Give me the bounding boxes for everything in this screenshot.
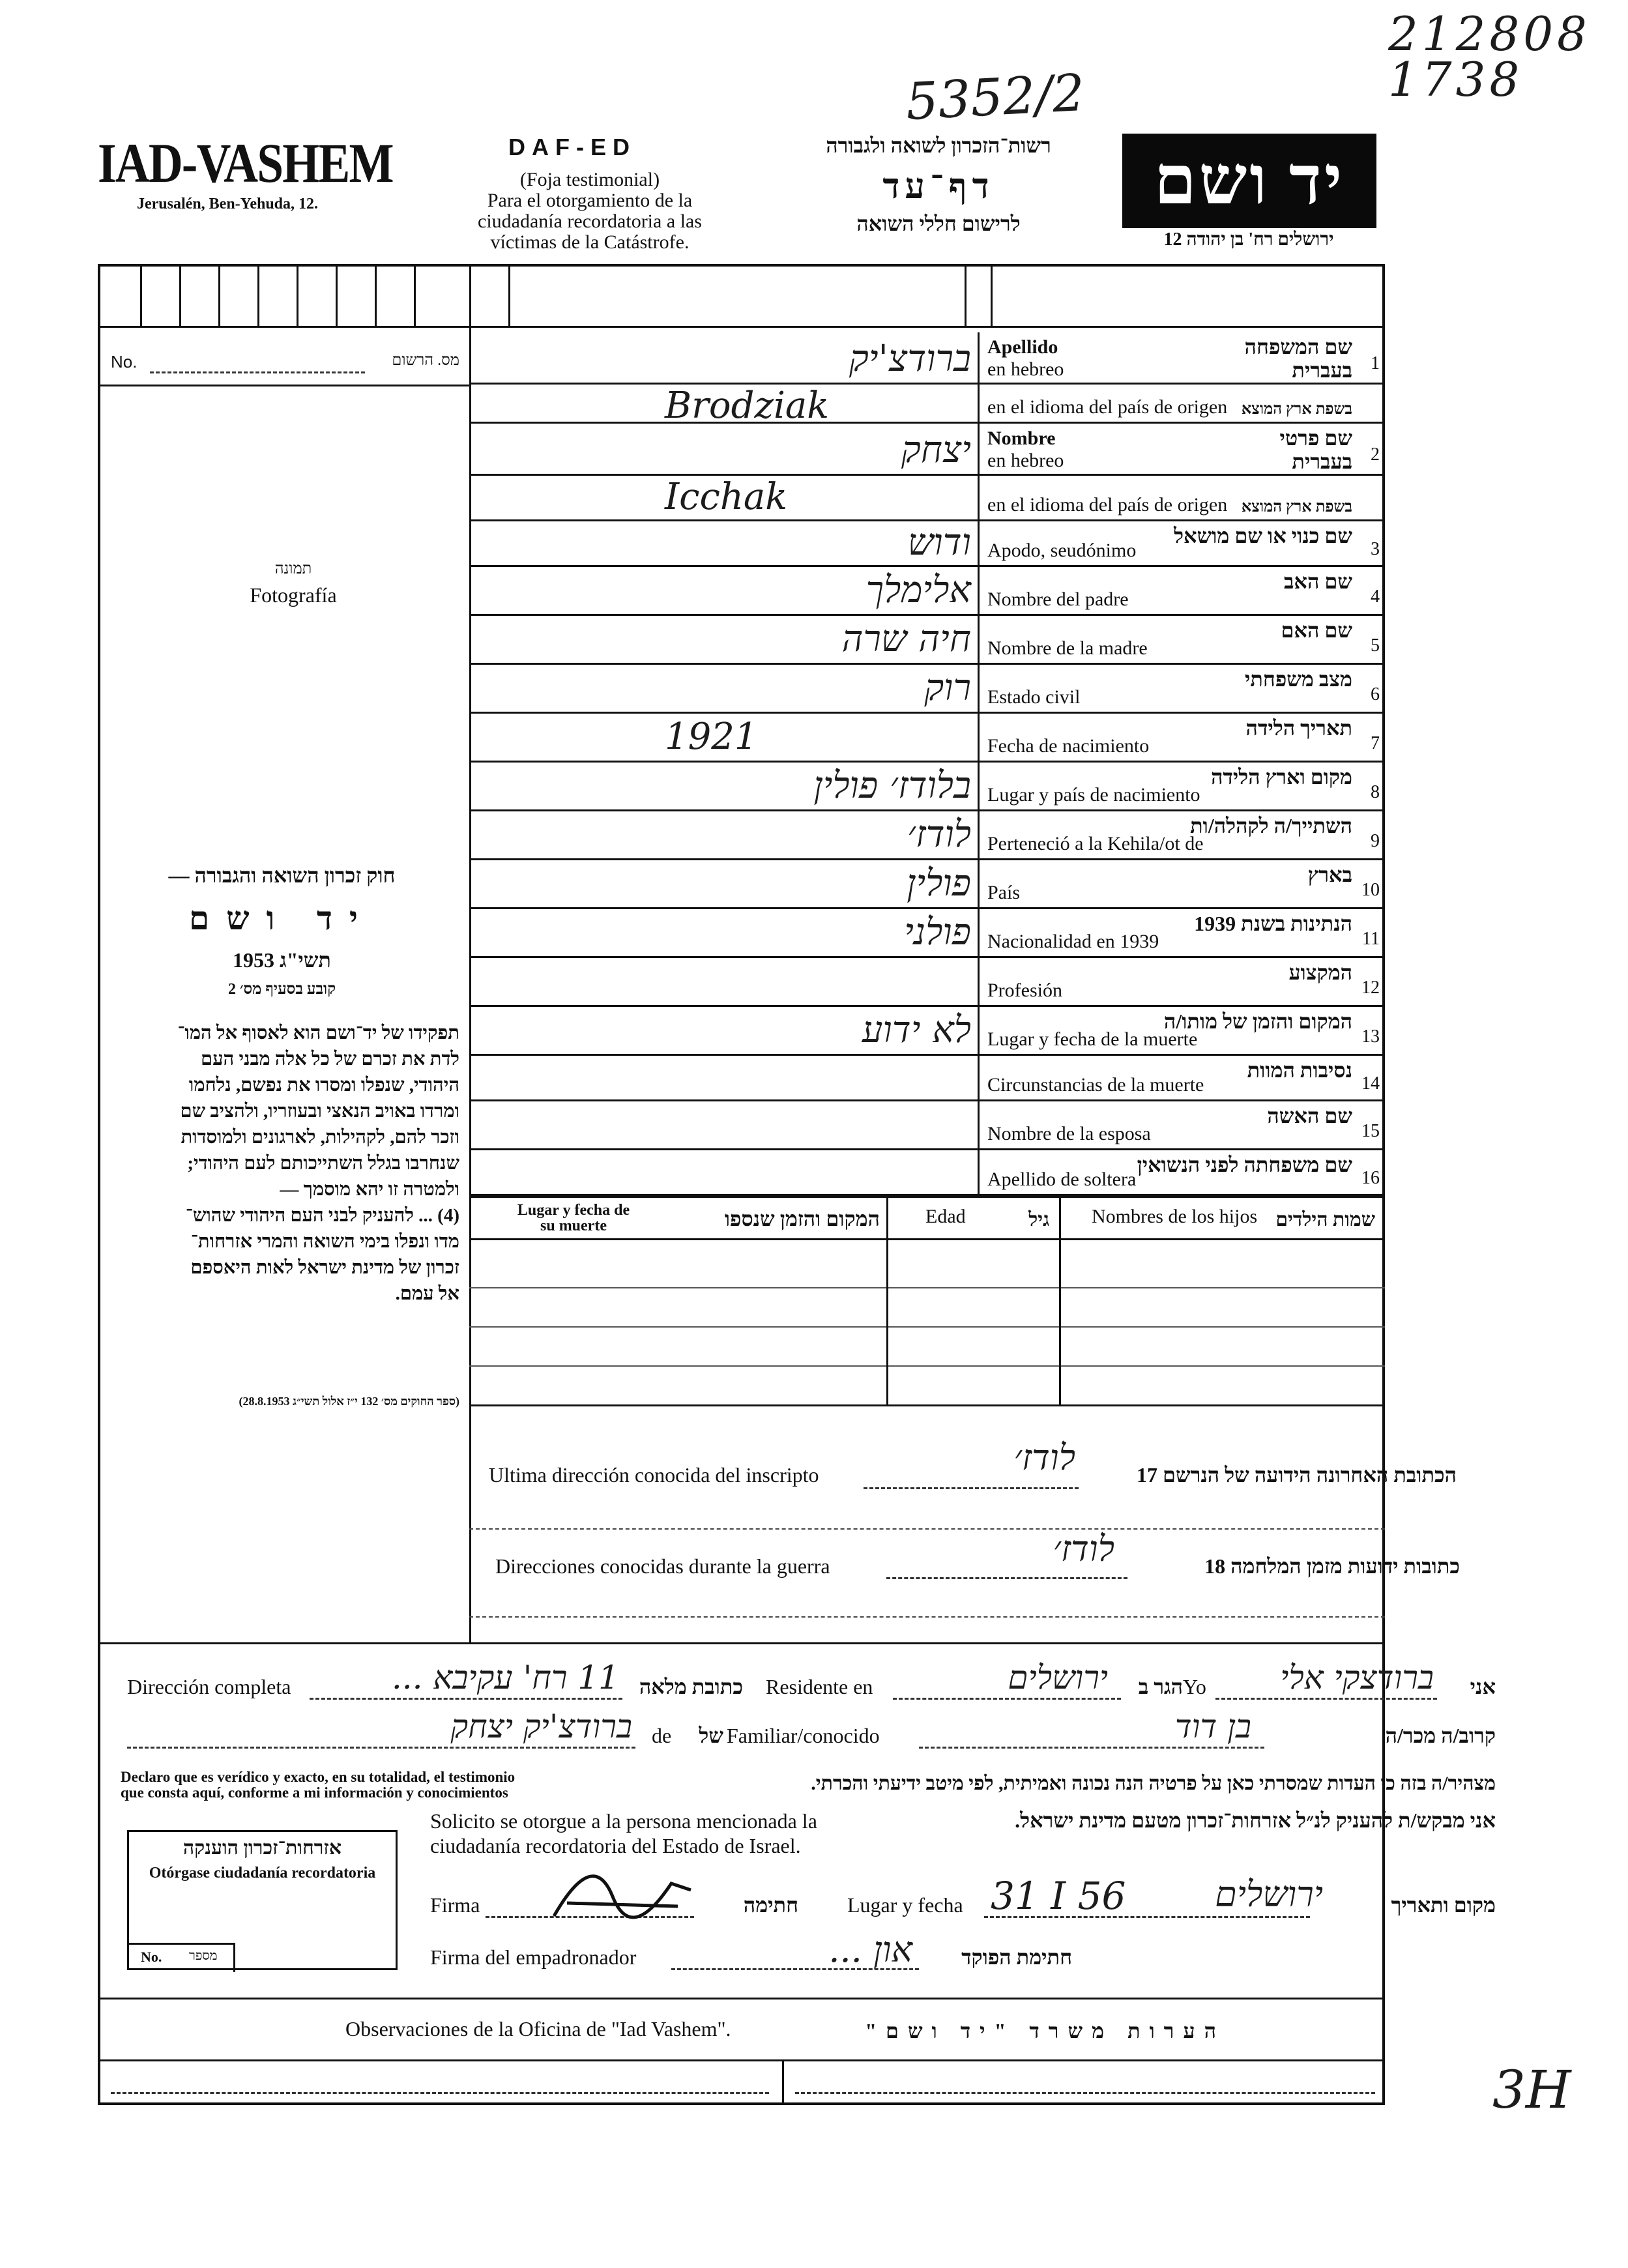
field-number: 14 — [1361, 1073, 1380, 1094]
law-text-line: תפקידו של יד־ושם הוא לאסוף אל המו־ — [177, 1023, 459, 1043]
subtitle-es — [450, 169, 730, 253]
subtitle-es-line-4: víctimas de la Catástrofe. — [490, 231, 690, 253]
field-label-es: Nombre de la madre — [987, 637, 1148, 659]
archive-number-second: 1738 — [1388, 52, 1524, 107]
subtitle-es-line-2: Para el otorgamiento de la — [487, 190, 693, 211]
solicito-es: Solicito se otorgue a la persona mencionada la ciudadanía recordatoria del Estado de Israel. — [430, 1809, 817, 1857]
field-value[interactable]: פולין — [907, 862, 971, 905]
field-number: 13 — [1361, 1026, 1380, 1047]
field-label-he-block — [961, 524, 1352, 547]
field-number: 5 — [1371, 635, 1380, 656]
field-label-he: שם האב — [1284, 570, 1352, 593]
field-row — [469, 567, 1385, 616]
law-text-line: (4) ... להעניק לבני העם היהודי שהוש־ — [185, 1205, 459, 1226]
field-label-he-block — [961, 570, 1352, 593]
law-text-line: היהודי, שנפלו ומסרו את נפשם, נלחמו — [188, 1075, 459, 1096]
law-year: 1953 תשי"ג — [233, 948, 331, 972]
place-value[interactable]: ירושלים — [1215, 1874, 1323, 1915]
iad-vashem-logo: IAD-VASHEM — [98, 132, 393, 194]
field-label-he-block — [961, 1153, 1352, 1176]
field-value[interactable]: חיה שרה — [841, 618, 971, 660]
law-text-line: וזכר להם, לקהילות, לארגונים ולמוסדות — [181, 1127, 459, 1148]
field-label-he: שם פרטי — [1279, 426, 1352, 450]
resident-label-he: הגר ב — [1138, 1675, 1183, 1698]
field-label-he-block — [961, 814, 1352, 837]
field-row — [469, 476, 1385, 521]
field-row — [469, 1101, 1385, 1150]
field-row — [469, 616, 1385, 665]
empadronador-label-he: חתימת הפוקד — [961, 1945, 1072, 1969]
familiar-label-es: Familiar/conocido — [727, 1724, 880, 1747]
law-reference-he: (ספר החוקים מס׳ 132 י״ז אלול תשי״ג 28.8.1953) — [239, 1395, 459, 1408]
field-label-he-block — [961, 716, 1352, 740]
declarant-name-value[interactable]: ברודצקי אלי — [1280, 1659, 1434, 1696]
field-number: 10 — [1361, 880, 1380, 900]
field-label-he: בשפת ארץ המוצא — [1241, 499, 1352, 516]
field-label-es-sub: en hebreo — [987, 358, 1064, 380]
field-label-he: שם האשה — [1267, 1104, 1352, 1127]
field-label-he-block — [961, 335, 1352, 382]
field-label-he: השתייך/ה לקהלה/ות — [1190, 814, 1352, 837]
resident-label-es: Residente en — [766, 1675, 873, 1698]
field-18-label-es: Direcciones conocidas durante la guerra — [495, 1554, 830, 1578]
box-no-label-es: No. — [141, 1949, 162, 1965]
field-label-he-block — [961, 667, 1352, 691]
field-row — [469, 860, 1385, 909]
field-label-es: Circunstancias de la muerte — [987, 1074, 1204, 1096]
empadronador-value[interactable]: און ... — [828, 1929, 912, 1970]
field-label-es: Apellido — [987, 336, 1058, 358]
field-row — [469, 811, 1385, 860]
field-label-es: Profesión — [987, 980, 1062, 1001]
field-18-value[interactable]: לודז׳ — [1053, 1528, 1114, 1569]
address-he: ירושלים רח' בן יהודה 12 — [1163, 229, 1334, 250]
field-row — [469, 714, 1385, 763]
field-label-es: Fecha de nacimiento — [987, 735, 1150, 757]
field-label-he-block — [961, 618, 1352, 642]
field-label-es: Nombre del padre — [987, 589, 1129, 610]
field-18-number: 18 — [1204, 1554, 1226, 1578]
field-label-he: בארץ — [1307, 863, 1352, 886]
firma-label-es: Firma — [430, 1893, 480, 1917]
field-number: 3 — [1371, 539, 1380, 559]
field-value[interactable]: יצחק — [901, 429, 971, 471]
field-label-he: מקום וארץ הלידה — [1211, 765, 1352, 789]
field-value[interactable]: בלודז׳ פולין — [813, 764, 971, 807]
children-col-death-he: המקום והזמן שנספו — [724, 1207, 880, 1230]
field-label-he: מצב משפחתי — [1244, 667, 1352, 691]
field-number: 7 — [1371, 733, 1380, 753]
field-number: 2 — [1371, 444, 1380, 465]
title-he: דף־עד — [882, 167, 995, 206]
children-col-death-es: Lugar y fecha de su muerte — [517, 1202, 630, 1234]
field-label-he-block — [961, 863, 1352, 886]
field-row — [469, 665, 1385, 714]
de-label-es: de — [652, 1724, 672, 1747]
field-value[interactable]: 1921 — [665, 716, 758, 758]
field-label-he: שם המשפחה — [1244, 335, 1352, 358]
address-es: Jerusalén, Ben-Yehuda, 12. — [137, 196, 319, 212]
field-label-es: en el idioma del país de origen — [987, 494, 1228, 516]
children-col-names-he: שמות הילדים — [1275, 1209, 1375, 1230]
registry-no-label: No. — [111, 352, 138, 371]
field-label-he: נסיבות המוות — [1247, 1058, 1352, 1082]
field-row — [469, 385, 1385, 427]
field-18-label-he — [1108, 1554, 1460, 1578]
field-number: 12 — [1361, 978, 1380, 998]
children-col-age-he: גיל — [1028, 1209, 1049, 1230]
children-col-age-es: Edad — [925, 1206, 966, 1227]
relation-value[interactable]: בן דוד — [1174, 1708, 1251, 1745]
box-title-he: אזרחות־זכרון הוענקה — [182, 1837, 342, 1859]
archive-number-top: 212808 — [1388, 7, 1591, 61]
field-label-es: País — [987, 882, 1021, 903]
field-row — [469, 1007, 1385, 1056]
page-number: 3H — [1492, 2059, 1571, 2120]
field-value[interactable]: Brodziak — [665, 385, 830, 427]
field-17-he-text: הכתובת האחרונה הידועה של הנרשם — [1163, 1463, 1457, 1487]
field-number: 1 — [1371, 353, 1380, 373]
field-label-he: הנתינות בשנת 1939 — [1194, 912, 1352, 935]
field-row — [469, 763, 1385, 811]
subtitle-es-line-1: (Foja testimonial) — [519, 169, 660, 190]
relation-label-he: קרוב/ה מכר/ה — [1385, 1724, 1496, 1747]
field-label-he-block — [961, 398, 1352, 421]
field-number: 11 — [1362, 929, 1380, 949]
field-label-he: שם כנוי או שם מושאל — [1174, 524, 1352, 547]
yo-label-es: Yo — [1183, 1675, 1206, 1698]
children-col-names-es: Nombres de los hijos — [1092, 1206, 1258, 1227]
field-label-es: Nombre de la esposa — [987, 1123, 1151, 1144]
field-17-number: 17 — [1137, 1463, 1158, 1487]
law-text-line: לדת את זכרם של כל אלה מבני העם — [201, 1049, 459, 1069]
field-label-es: Apodo, seudónimo — [987, 540, 1137, 561]
title-es: DAF-ED — [508, 134, 636, 160]
dir-value[interactable]: 11 רח' עקיבא ... — [391, 1659, 619, 1696]
field-17-label-he — [1075, 1463, 1457, 1487]
observaciones-he: הערות משרד "יד ושם" — [865, 2019, 1225, 2043]
field-value[interactable]: אלימלך — [865, 569, 971, 611]
shel-label-he: של — [699, 1724, 723, 1747]
field-label-he: שם משפחתה לפני הנשואין — [1137, 1153, 1352, 1176]
field-label-es: Perteneció a la Kehila/ot de — [987, 833, 1204, 854]
field-row — [469, 958, 1385, 1007]
declaro-es: Declaro que es verídico y exacto, en su totalidad, el testimonio que consta aquí, conforme a mi información y conocimientos — [121, 1769, 516, 1801]
observaciones-es: Observaciones de la Oficina de "Iad Vashem". — [345, 2017, 731, 2041]
field-row — [469, 1056, 1385, 1101]
field-label-he-block — [961, 1058, 1352, 1082]
declaro-he: מצהיר/ה בזה כי העדות שמסרתי כאן על פרטיה הנה נכונה ואמיתית, לפי מיטב ידיעתי והכרתי. — [811, 1773, 1496, 1794]
law-text-line: אל עמם. — [395, 1283, 459, 1304]
field-label-he: המקום והזמן של מותו/ה — [1163, 1010, 1352, 1033]
field-label-es: Nombre — [987, 428, 1056, 449]
field-label-es-sub: en hebreo — [987, 450, 1064, 471]
field-label-he-block — [961, 912, 1352, 935]
field-row — [469, 1150, 1385, 1196]
field-label-es: Estado civil — [987, 686, 1081, 708]
field-label-he-block — [961, 495, 1352, 519]
law-title-he: חוק זכרון השואה והגבורה — — [168, 864, 396, 887]
field-17-value[interactable]: לודז׳ — [1013, 1437, 1075, 1478]
law-text-line: זכרון של מדינת ישראל לאות היאספם — [190, 1257, 459, 1278]
field-value[interactable]: לא ידוע — [862, 1009, 971, 1051]
yad-vashem-logo-text: יד ושם — [1154, 143, 1345, 218]
field-18-he-text: כתובות ידועות מזמן המלחמה — [1230, 1554, 1460, 1578]
field-label-he-sub: בעברית — [1292, 358, 1352, 382]
firma-label-he: חתימה — [743, 1893, 798, 1917]
law-text-line: ולמטרה זו יהא מוסמך — — [280, 1179, 459, 1200]
field-row — [469, 332, 1385, 385]
field-row — [469, 521, 1385, 567]
field-number: 8 — [1371, 782, 1380, 802]
field-label-es: Nacionalidad en 1939 — [987, 931, 1159, 952]
field-label-he-block — [961, 426, 1352, 473]
yad-vashem-logo-block — [1122, 134, 1376, 228]
lugar-label-es: Lugar y fecha — [847, 1893, 963, 1917]
field-number: 16 — [1361, 1168, 1380, 1188]
declarant-signature — [541, 1857, 704, 1936]
field-label-es: Lugar y país de nacimiento — [987, 784, 1200, 806]
field-row — [469, 424, 1385, 476]
field-row — [469, 909, 1385, 958]
field-number: 9 — [1371, 831, 1380, 851]
registry-no-label-he: מס. הרשום — [392, 352, 459, 369]
field-value[interactable]: ברודצ'יק — [849, 338, 971, 380]
law-section-he: קובע בסעיף מס׳ 2 — [227, 981, 336, 998]
field-label-he: תאריך הלידה — [1245, 716, 1352, 740]
field-label-he-block — [961, 1104, 1352, 1127]
photo-label-he: תמונה — [274, 560, 312, 577]
field-label-es: Apellido de soltera — [987, 1169, 1137, 1190]
field-label-he-block — [961, 765, 1352, 789]
field-label-he-block — [961, 1010, 1352, 1033]
law-text-line: ומרדו באויב הנאצי ובעוזריו, ולהציב שם — [180, 1101, 459, 1122]
field-value[interactable]: לודז׳ — [907, 813, 971, 856]
resident-value[interactable]: ירושלים — [1008, 1659, 1108, 1696]
field-17-label-es: Ultima dirección conocida del inscripto — [489, 1463, 819, 1487]
subtitle-es-line-3: ciudadanía recordatoria a las — [478, 211, 702, 232]
field-number: 6 — [1371, 684, 1380, 705]
relative-value[interactable]: ברודצ'יק יצחק — [450, 1708, 632, 1745]
field-label-he: בשפת ארץ המוצא — [1241, 401, 1352, 418]
field-label-he: המקצוע — [1288, 961, 1352, 984]
law-text-line: שנחרבו בגלל השתייכותם לעם היהודי; — [187, 1153, 459, 1174]
authority-he: רשות־הזכרון לשואה ולגבורה — [826, 134, 1051, 157]
field-label-he: שם האם — [1281, 618, 1352, 642]
date-value[interactable]: 31 I 56 — [991, 1874, 1126, 1918]
field-number: 15 — [1361, 1121, 1380, 1141]
subtitle-he: לרישום חללי השואה — [856, 212, 1021, 235]
field-label-he-block — [961, 961, 1352, 984]
box-no-label-he: מספר — [189, 1949, 218, 1963]
law-text-line: מדו ונפלו בימי השואה והמרי אזרחות־ — [190, 1231, 459, 1252]
field-label-he-sub: בעברית — [1292, 450, 1352, 473]
field-label-es: Lugar y fecha de la muerte — [987, 1028, 1198, 1050]
box-title-es: Otórgase ciudadanía recordatoria — [149, 1865, 376, 1882]
solicito-he: אני מבקש/ת להעניק לנ״ל אזרחות־זכרון מטעם מדינת ישראל. — [1015, 1809, 1496, 1832]
dir-label-he: כתובת מלאה — [639, 1675, 743, 1698]
dir-label-es: Dirección completa — [127, 1675, 291, 1698]
photo-label-es: Fotografía — [250, 583, 337, 607]
box-no-field[interactable] — [129, 1943, 235, 1972]
field-number: 4 — [1371, 587, 1380, 607]
citizenship-granted-box — [127, 1830, 398, 1970]
lugar-label-he: מקום ותאריך — [1391, 1893, 1496, 1917]
field-label-es: en el idioma del país de origen — [987, 396, 1228, 418]
field-value[interactable]: ודוש — [907, 521, 971, 564]
law-name-he: יד ושם — [188, 900, 375, 937]
handwritten-reference: 5352/2 — [904, 63, 1086, 132]
ani-label-he: אני — [1470, 1675, 1496, 1698]
field-value[interactable]: פולני — [904, 911, 971, 953]
field-value[interactable]: רוק — [924, 667, 971, 709]
law-text-he — [111, 1020, 459, 1307]
field-value[interactable]: Icchak — [665, 476, 788, 518]
empadronador-label-es: Firma del empadronador — [430, 1945, 637, 1969]
